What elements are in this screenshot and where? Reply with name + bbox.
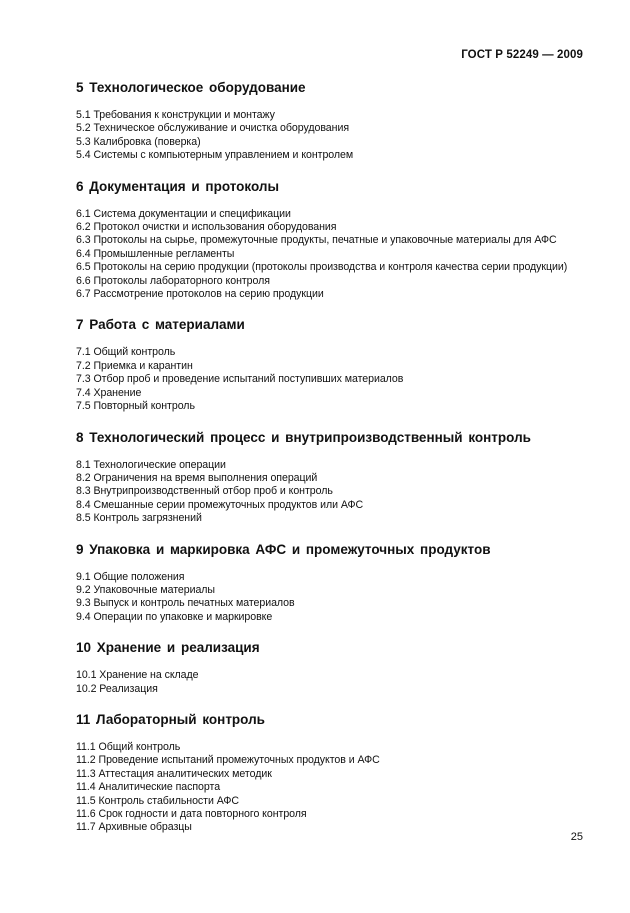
section-6 [76,178,596,302]
section-7 [76,316,596,413]
section-items [76,109,596,163]
list-item: 11.5 Контроль стабильности АФС [76,794,240,807]
list-item: 10.1 Хранение на складе [76,669,199,682]
list-item: 11.1 Общий контроль [76,740,181,753]
section-items [76,669,596,696]
list-item: 10.2 Реализация [76,682,158,695]
list-item: 7.3 Отбор проб и проведение испытаний поступивших материалов [76,373,404,386]
list-item: 5.3 Калибровка (поверка) [76,135,201,148]
list-item: 9.4 Операции по упаковке и маркировке [76,610,273,623]
list-item: 6.2 Протокол очистки и использования оборудования [76,221,337,234]
list-item: 11.6 Срок годности и дата повторного контроля [76,808,307,820]
list-item: 7.4 Хранение [76,386,142,399]
list-item: 8.3 Внутрипроизводственный отбор проб и контроль [76,485,333,498]
section-8 [76,429,596,526]
list-item: 6.4 Промышленные регламенты [76,247,235,260]
section-title: 5 Технологическое оборудование [76,80,306,95]
list-item: 7.5 Повторный контроль [76,400,195,413]
list-item: 8.2 Ограничения на время выполнения операций [76,471,318,484]
section-9 [76,541,596,625]
section-items [76,571,596,625]
list-item: 11.4 Аналитические паспорта [76,781,221,794]
section-items [76,741,596,835]
list-item: 7.2 Приемка и карантин [76,359,193,372]
section-items [76,208,596,302]
section-title: 7 Работа с материалами [76,317,245,333]
list-item: 11.7 Архивные образцы [76,821,192,834]
list-item: 5.4 Системы с компьютерным управлением и контролем [76,149,354,162]
list-item: 9.3 Выпуск и контроль печатных материалов [76,597,295,610]
list-item: 6.6 Протоколы лабораторного контроля [76,274,270,287]
section-items [76,346,596,413]
list-item: 7.1 Общий контроль [76,346,176,359]
list-item: 6.5 Протоколы на серию продукции (протоколы производства и контроля качества серии продукции) [76,261,568,274]
table-of-contents [76,79,596,850]
list-item: 9.2 Упаковочные материалы [76,583,215,596]
list-item: 9.1 Общие положения [76,570,185,583]
list-item: 6.7 Рассмотрение протоколов на серию продукции [76,288,324,301]
section-10 [76,639,596,696]
section-title: 10 Хранение и реализация [76,640,260,656]
list-item: 5.1 Требования к конструкции и монтажу [76,109,275,121]
list-item: 8.4 Смешанные серии промежуточных продуктов или АФС [76,498,364,511]
standard-code-header: ГОСТ Р 52249 — 2009 [461,49,583,61]
list-item: 6.1 Система документации и спецификации [76,207,291,220]
section-title: 11 Лабораторный контроль [76,711,265,727]
list-item: 11.3 Аттестация аналитических методик [76,767,272,780]
list-item: 11.2 Проведение испытаний промежуточных продуктов и АФС [76,754,380,767]
list-item: 5.2 Техническое обслуживание и очистка оборудования [76,122,350,135]
section-title: 9 Упаковка и маркировка АФС и промежуточных продуктов [76,541,491,557]
section-items [76,459,596,526]
page-number: 25 [570,831,583,843]
list-item: 8.1 Технологические операции [76,458,226,471]
list-item: 8.5 Контроль загрязнений [76,512,202,525]
section-title: 8 Технологический процесс и внутрипроизводственный контроль [76,429,531,445]
section-11 [76,711,596,835]
section-title: 6 Документация и протоколы [76,178,280,194]
list-item: 6.3 Протоколы на сырье, промежуточные продукты, печатные и упаковочные материалы для АФС [76,234,557,247]
section-5 [76,79,596,163]
